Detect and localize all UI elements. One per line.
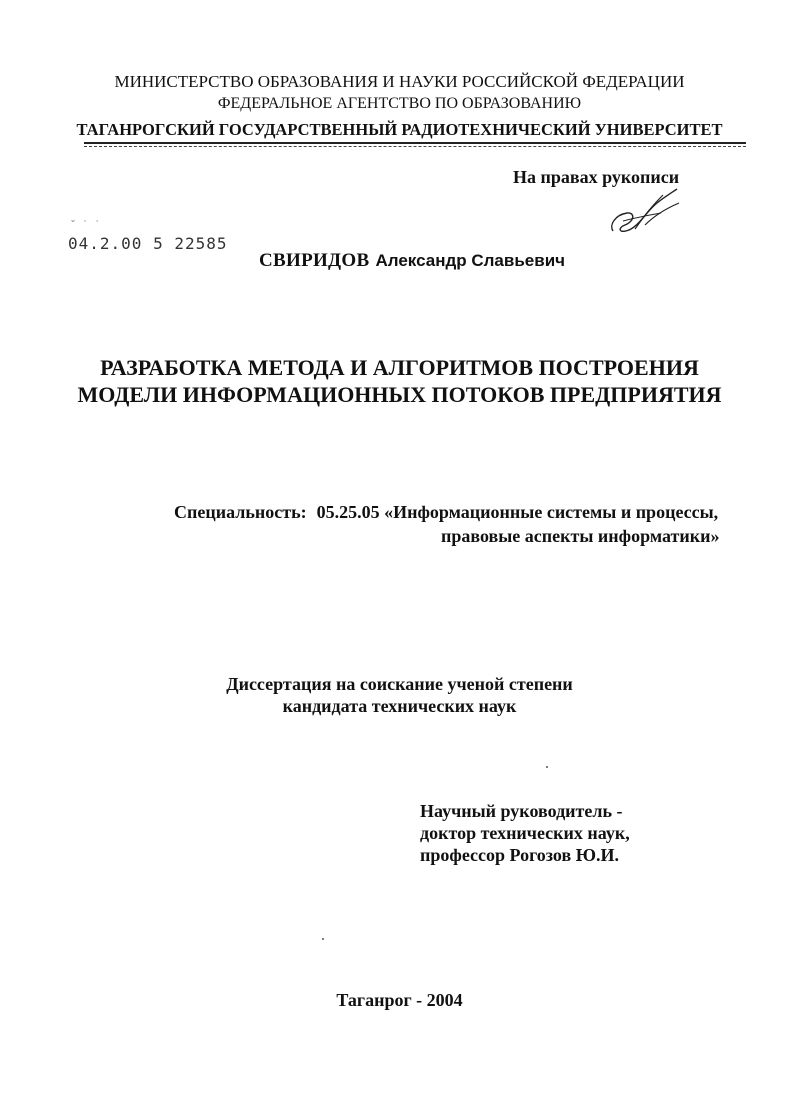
advisor-line-2: доктор технических наук, bbox=[420, 823, 630, 843]
specialty-line-2: правовые аспекты информатики» bbox=[441, 526, 720, 546]
degree-line-2: кандидата технических наук bbox=[282, 696, 517, 716]
ministry-heading: МИНИСТЕРСТВО ОБРАЗОВАНИЯ И НАУКИ РОССИЙСКОЙ ФЕДЕРАЦИИ bbox=[114, 72, 685, 91]
specialty-line-1 bbox=[174, 502, 718, 523]
degree-statement bbox=[0, 673, 799, 717]
dissertation-title bbox=[0, 354, 799, 408]
scientific-advisor bbox=[420, 800, 630, 866]
specialty-label: Специальность: bbox=[174, 502, 307, 522]
advisor-line-1: Научный руководитель - bbox=[420, 801, 623, 821]
agency-heading: ФЕДЕРАЛЬНОЕ АГЕНТСТВО ПО ОБРАЗОВАНИЮ bbox=[217, 95, 582, 112]
specialty-code: 05.25.05 «Информационные системы и процессы, bbox=[316, 502, 719, 522]
university-heading: ТАГАНРОГСКИЙ ГОСУДАРСТВЕННЫЙ РАДИОТЕХНИЧЕСКИЙ УНИВЕРСИТЕТ bbox=[76, 120, 723, 139]
manuscript-note: На правах рукописи bbox=[513, 167, 680, 187]
scan-speck bbox=[322, 938, 324, 940]
author-given-names: Александр Славьевич bbox=[375, 251, 566, 270]
header-divider-dashed bbox=[84, 146, 746, 147]
registration-stamp: 04.2.00 5 22585 bbox=[68, 234, 228, 253]
stamp-marks: ˘ ˙ ˙ bbox=[70, 220, 101, 231]
city-year: Таганрог - 2004 bbox=[336, 990, 463, 1010]
title-line-2: МОДЕЛИ ИНФОРМАЦИОННЫХ ПОТОКОВ ПРЕДПРИЯТИЯ bbox=[77, 382, 722, 407]
author-name bbox=[259, 250, 565, 272]
degree-line-1: Диссертация на соискание ученой степени bbox=[226, 674, 573, 694]
header-divider bbox=[84, 142, 746, 144]
title-line-1: РАЗРАБОТКА МЕТОДА И АЛГОРИТМОВ ПОСТРОЕНИЯ bbox=[100, 355, 699, 380]
scan-speck bbox=[546, 766, 548, 768]
author-surname: СВИРИДОВ bbox=[259, 250, 370, 271]
advisor-line-3: профессор Рогозов Ю.И. bbox=[420, 845, 619, 865]
signature-image bbox=[605, 185, 685, 240]
